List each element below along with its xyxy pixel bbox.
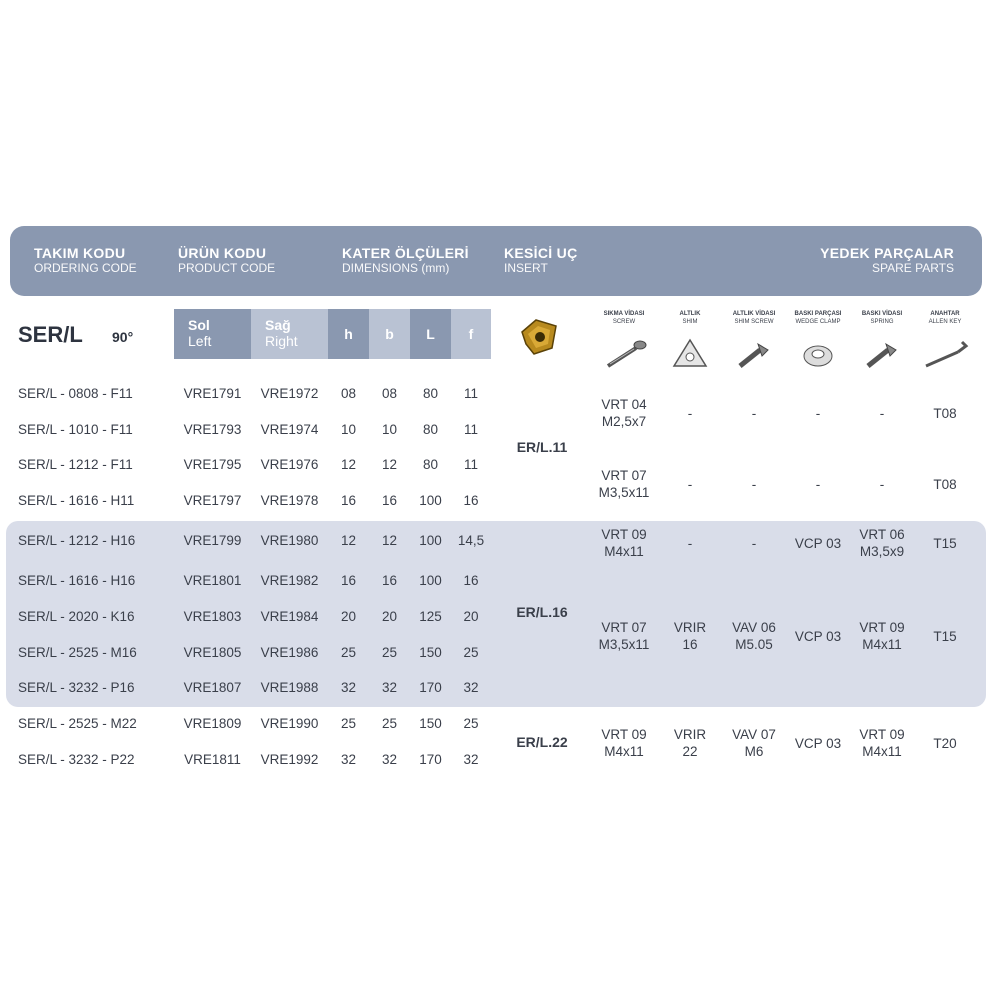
spare-part-cell: VCP 03 (794, 535, 842, 551)
insert-code: ER/L.11 (516, 439, 568, 455)
wedge-clamp-icon (800, 338, 836, 370)
insert-icon (518, 318, 560, 356)
cell-h: 12 (340, 457, 357, 472)
header-product-code-en: PRODUCT CODE (178, 261, 276, 275)
spare-head-en: SPRING (870, 319, 894, 325)
cell-sol: VRE1809 (183, 716, 242, 731)
spare-part-cell: VRT 07 M3,5x11 (598, 620, 650, 652)
header-ordering-code-tr: TAKIM KODU (34, 245, 126, 261)
spare-head-tr: ALTLIK (679, 311, 701, 317)
cell-h: 16 (340, 493, 357, 508)
cell-f: 11 (463, 422, 478, 437)
spare-part-cell: - (879, 405, 885, 421)
subhead-right (251, 309, 328, 359)
header-insert (504, 245, 578, 276)
cell-l: 170 (419, 680, 442, 695)
cell-b: 25 (381, 645, 398, 660)
spare-part-cell: - (687, 535, 693, 551)
spare-part-cell: T20 (933, 735, 957, 751)
header-spare-parts-en: SPARE PARTS (871, 261, 954, 275)
screw-icon (604, 338, 648, 370)
cell-sag: VRE1972 (260, 386, 319, 401)
cell-h: 25 (340, 645, 357, 660)
spare-head-en: SCREW (612, 319, 636, 325)
cell-h: 10 (340, 422, 357, 437)
spare-head-shim-screw (719, 310, 789, 326)
spare-part-cell: T15 (933, 628, 957, 644)
cell-b: 16 (381, 493, 398, 508)
ordering-code-cell: SER/L - 2020 - K16 (18, 609, 135, 624)
cell-sag: VRE1986 (260, 645, 319, 660)
header-insert-en: INSERT (504, 261, 548, 275)
cell-sol: VRE1799 (183, 533, 242, 548)
cell-sol: VRE1791 (183, 386, 242, 401)
cell-sol: VRE1807 (183, 680, 242, 695)
shim-screw-icon (736, 338, 772, 370)
cell-l: 150 (419, 716, 442, 731)
spare-part-cell: - (687, 405, 693, 421)
header-spare-parts (820, 245, 954, 276)
cell-b: 12 (381, 457, 398, 472)
spare-part-cell: VRIR 22 (673, 727, 707, 759)
cell-h: 32 (340, 752, 357, 767)
spare-part-cell: VCP 03 (794, 628, 842, 644)
ordering-code-cell: SER/L - 1212 - H16 (18, 533, 136, 548)
header-dimensions-en: DIMENSIONS (mm) (342, 261, 450, 275)
cell-b: 16 (381, 573, 398, 588)
subhead-left (174, 309, 251, 359)
cell-sol: VRE1797 (183, 493, 242, 508)
spare-head-shim (655, 310, 725, 326)
spare-head-tr: ALTLIK VİDASI (732, 311, 776, 317)
cell-sol: VRE1805 (183, 645, 242, 660)
cell-l: 100 (419, 533, 442, 548)
subhead-left-tr: Sol (188, 317, 210, 333)
ordering-code-cell: SER/L - 1616 - H16 (18, 573, 136, 588)
cell-h: 12 (340, 533, 357, 548)
cell-f: 11 (463, 457, 478, 472)
cell-sol: VRE1811 (184, 752, 241, 767)
spare-part-cell: VRIR 16 (673, 620, 707, 652)
header-product-code-tr: ÜRÜN KODU (178, 245, 267, 261)
header-ordering-code (34, 245, 137, 276)
spare-part-cell: - (879, 476, 885, 492)
cell-sag: VRE1976 (260, 457, 319, 472)
series-title: SER/L (18, 322, 83, 347)
header-insert-tr: KESİCİ UÇ (504, 245, 578, 261)
header-ordering-code-en: ORDERING CODE (34, 261, 137, 275)
spare-head-wedge-clamp (783, 310, 853, 326)
spare-part-cell: T15 (933, 535, 957, 551)
cell-sag: VRE1992 (260, 752, 319, 767)
subhead-left-en: Left (188, 333, 212, 349)
cell-b: 08 (381, 386, 398, 401)
cell-b: 32 (381, 752, 398, 767)
cell-sag: VRE1988 (260, 680, 319, 695)
spare-part-cell: - (687, 476, 693, 492)
spare-head-en: ALLEN KEY (928, 319, 962, 325)
cell-sag: VRE1978 (260, 493, 319, 508)
spare-part-cell: VRT 09 M4x11 (601, 527, 647, 559)
cell-b: 12 (381, 533, 398, 548)
ordering-code-cell: SER/L - 3232 - P16 (18, 680, 135, 695)
cell-f: 11 (463, 386, 478, 401)
allen-key-icon (924, 338, 970, 370)
insert-code: ER/L.22 (516, 734, 568, 750)
spare-part-cell: VAV 06 M5.05 (732, 620, 776, 652)
spare-part-cell: - (751, 535, 757, 551)
cell-sol: VRE1793 (183, 422, 242, 437)
spare-part-cell: VRT 06 M3,5x9 (859, 527, 905, 559)
spare-head-screw (589, 310, 659, 326)
cell-l: 80 (422, 386, 439, 401)
spare-head-allen-key (910, 310, 980, 326)
spare-head-tr: BASKI PARÇASI (794, 311, 842, 317)
cell-f: 16 (463, 573, 479, 588)
cell-h: 25 (340, 716, 357, 731)
cell-f: 32 (463, 680, 479, 695)
ordering-code-cell: SER/L - 1010 - F11 (18, 422, 133, 437)
cell-b: 20 (381, 609, 398, 624)
spare-part-cell: - (815, 476, 821, 492)
spare-head-spring (847, 310, 917, 326)
ordering-code-cell: SER/L - 0808 - F11 (18, 386, 133, 401)
cell-h: 20 (340, 609, 357, 624)
cell-l: 150 (419, 645, 442, 660)
cell-l: 80 (422, 422, 439, 437)
spare-part-cell: VRT 07 M3,5x11 (598, 468, 650, 500)
subhead-right-tr: Sağ (265, 317, 291, 333)
spare-head-tr: ANAHTAR (930, 311, 960, 317)
spare-head-tr: BASKI VİDASI (861, 311, 903, 317)
cell-sol: VRE1803 (183, 609, 242, 624)
cell-l: 100 (419, 493, 442, 508)
cell-sag: VRE1974 (260, 422, 319, 437)
cell-sag: VRE1980 (260, 533, 319, 548)
cell-f: 16 (463, 493, 479, 508)
spare-part-cell: - (751, 405, 757, 421)
spare-head-en: SHIM (682, 319, 698, 325)
header-spare-parts-tr: YEDEK PARÇALAR (820, 245, 954, 261)
ordering-code-cell: SER/L - 3232 - P22 (18, 752, 135, 767)
cell-sag: VRE1982 (260, 573, 319, 588)
cell-sol: VRE1795 (183, 457, 242, 472)
spare-part-cell: VRT 09 M4x11 (859, 727, 905, 759)
spare-part-cell: VAV 07 M6 (732, 727, 776, 759)
spare-part-cell: VRT 09 M4x11 (859, 620, 905, 652)
series-angle: 90° (112, 329, 134, 345)
cell-h: 08 (340, 386, 357, 401)
cell-f: 25 (463, 716, 479, 731)
cell-h: 32 (340, 680, 357, 695)
cell-b: 32 (381, 680, 398, 695)
spare-part-cell: VRT 04 M2,5x7 (601, 397, 647, 429)
subhead-b: b (369, 309, 410, 359)
header-product-code (178, 245, 275, 276)
subhead-h: h (328, 309, 369, 359)
cell-h: 16 (340, 573, 357, 588)
spare-part-cell: T08 (933, 405, 957, 421)
spare-part-cell: - (815, 405, 821, 421)
header-dimensions (342, 245, 469, 276)
spare-part-cell: VRT 09 M4x11 (601, 727, 647, 759)
table-header-bar (10, 226, 982, 296)
insert-code: ER/L.16 (516, 604, 568, 620)
ordering-code-cell: SER/L - 1616 - H11 (18, 493, 135, 508)
cell-l: 80 (422, 457, 439, 472)
cell-sol: VRE1801 (183, 573, 242, 588)
cell-l: 125 (419, 609, 442, 624)
cell-f: 14,5 (457, 533, 485, 548)
header-dimensions-tr: KATER ÖLÇÜLERİ (342, 245, 469, 261)
subhead-f: f (451, 309, 491, 359)
ordering-code-cell: SER/L - 1212 - F11 (18, 457, 133, 472)
spare-head-tr: SIKMA VİDASI (603, 311, 645, 317)
shim-icon (672, 338, 708, 370)
spare-head-en: WEDGE CLAMP (795, 319, 841, 325)
cell-f: 25 (463, 645, 479, 660)
spring-screw-icon (864, 338, 900, 370)
subhead-right-en: Right (265, 333, 298, 349)
subhead-l: L (410, 309, 451, 359)
ordering-code-cell: SER/L - 2525 - M22 (18, 716, 137, 731)
cell-sag: VRE1990 (260, 716, 319, 731)
spare-head-en: SHIM SCREW (734, 319, 774, 325)
spare-part-cell: - (751, 476, 757, 492)
cell-b: 10 (381, 422, 398, 437)
ordering-code-cell: SER/L - 2525 - M16 (18, 645, 137, 660)
cell-sag: VRE1984 (260, 609, 319, 624)
cell-f: 32 (463, 752, 479, 767)
cell-f: 20 (463, 609, 479, 624)
spare-part-cell: VCP 03 (794, 735, 842, 751)
spare-part-cell: T08 (933, 476, 957, 492)
cell-l: 170 (419, 752, 442, 767)
cell-b: 25 (381, 716, 398, 731)
cell-l: 100 (419, 573, 442, 588)
